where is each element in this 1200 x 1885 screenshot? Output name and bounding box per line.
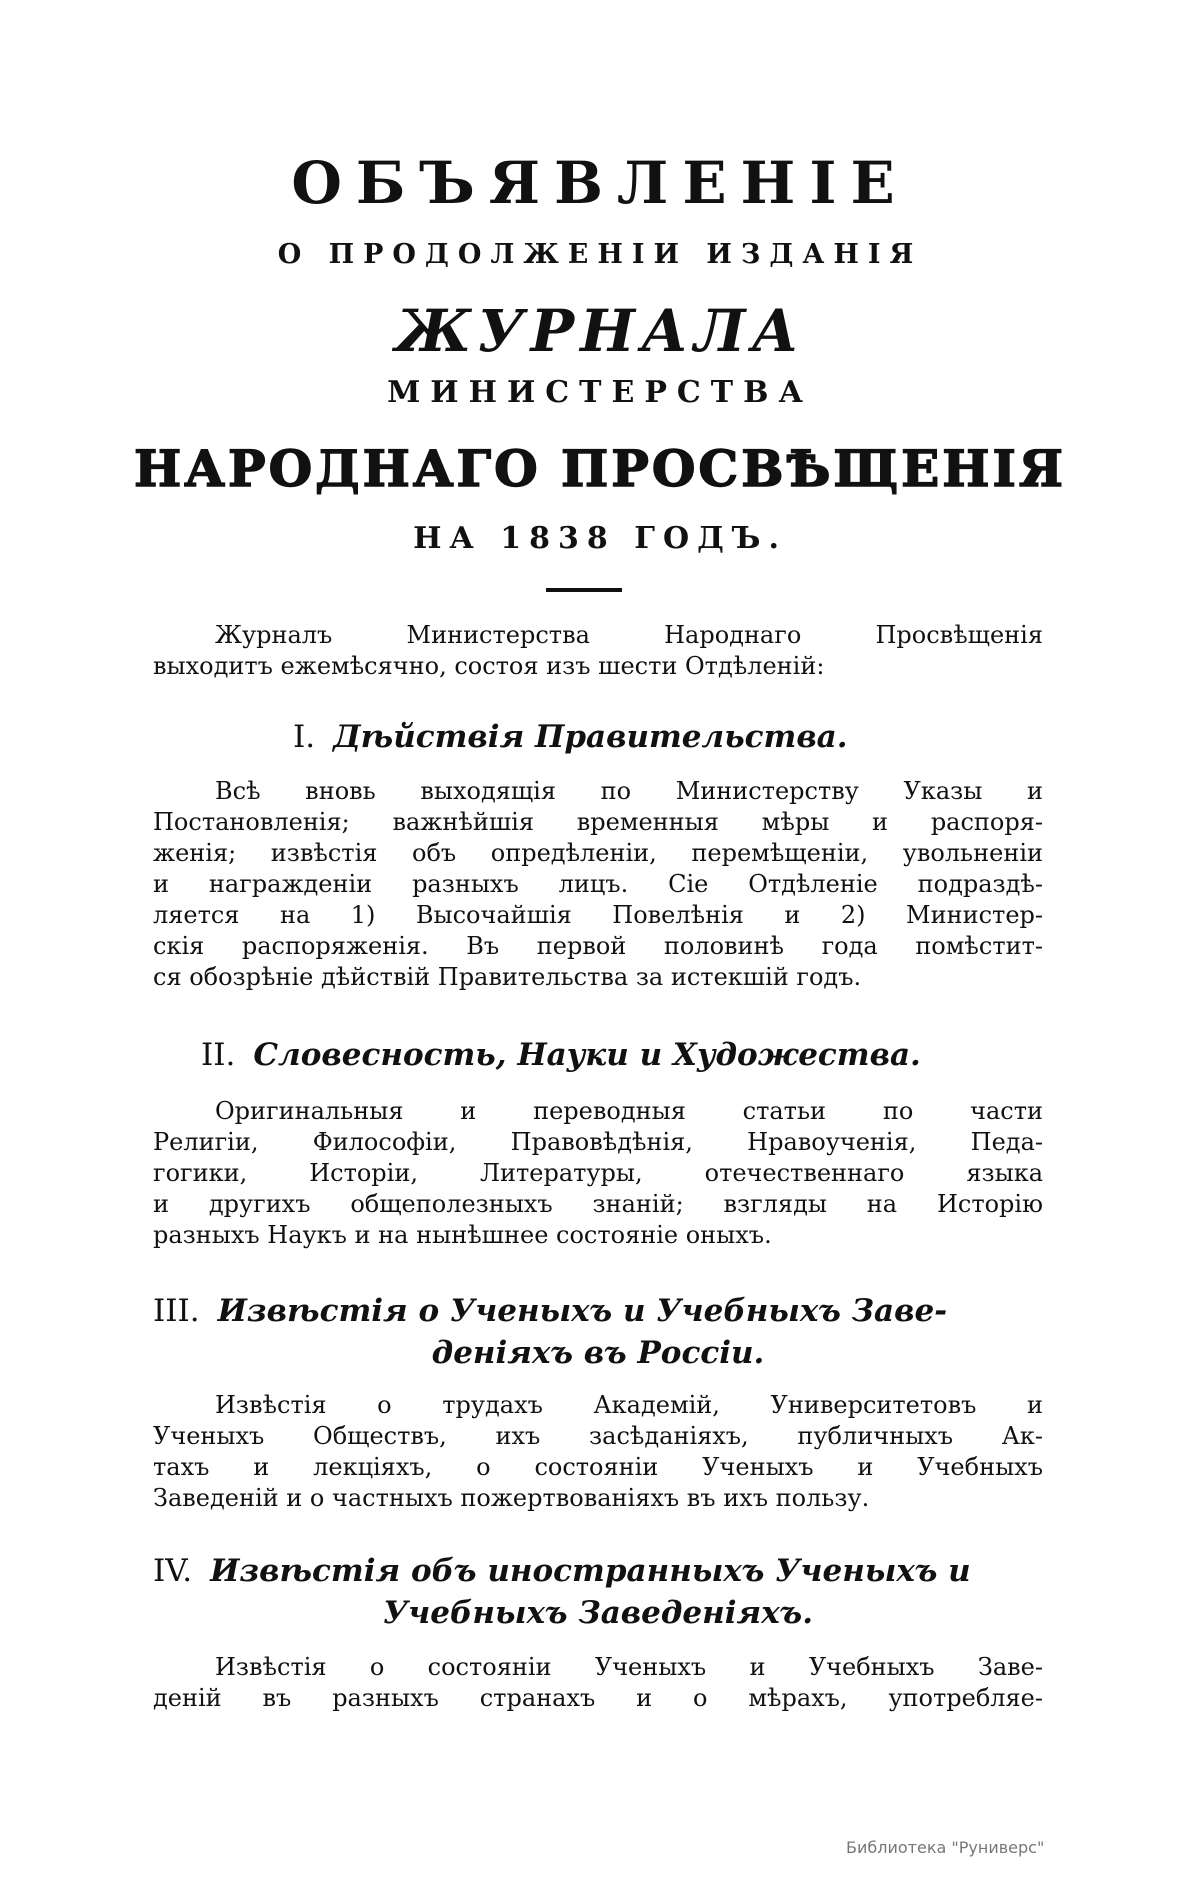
body-line: гогики, Исторіи, Литературы, отечественнаго языка: [153, 1159, 1043, 1187]
body-line: Извѣстія о трудахъ Академій, Университетовъ и: [215, 1391, 1043, 1419]
body-line: Извѣстія о состояніи Ученыхъ и Учебныхъ Заве-: [215, 1653, 1043, 1681]
section-number: III.: [153, 1293, 200, 1329]
subtitle-year: НА 1838 ГОДЪ.: [413, 521, 787, 556]
section-body-2: [153, 1096, 1043, 1251]
section-title: Извѣстія объ иностранныхъ Ученыхъ и: [210, 1553, 971, 1589]
body-line: скія распоряженія. Въ первой половинѣ года помѣстит-: [153, 932, 1043, 960]
intro-line: выходитъ ежемѣсячно, состоя изъ шести Отдѣленій:: [153, 652, 825, 680]
body-line: Оригинальныя и переводныя статьи по части: [215, 1097, 1043, 1125]
body-line: ся обозрѣніе дѣйствій Правительства за истекшій годъ.: [153, 963, 862, 991]
section-title-continued: Учебныхъ Заведеніяхъ.: [382, 1595, 814, 1631]
section-title-continued: деніяхъ въ Россіи.: [431, 1335, 765, 1371]
body-line: ляется на 1) Высочайшія Повелѣнія и 2) Министер-: [153, 901, 1043, 929]
body-line: Постановленія; важнѣйшія временныя мѣры и распоря-: [153, 808, 1043, 836]
body-line: Всѣ вновь выходящія по Министерству Указы и: [215, 777, 1043, 805]
body-line: тахъ и лекціяхъ, о состояніи Ученыхъ и Учебныхъ: [153, 1453, 1043, 1481]
intro-line: Журналъ Министерства Народнаго Просвѣщенія: [215, 621, 1043, 649]
body-line: и награжденіи разныхъ лицъ. Сіе Отдѣленіе подраздѣ-: [153, 870, 1043, 898]
section-title: Дѣйствія Правительства.: [333, 719, 848, 755]
section-heading-3: [153, 1290, 1043, 1374]
section-number: IV.: [153, 1553, 193, 1589]
body-line: Религіи, Философіи, Правовѣдѣнія, Нравоученія, Педа-: [153, 1128, 1043, 1156]
section-body-4: [153, 1652, 1043, 1714]
body-line: Заведеній и о частныхъ пожертвованіяхъ въ ихъ пользу.: [153, 1484, 870, 1512]
section-body-1: [153, 776, 1043, 993]
body-line: женія; извѣстія объ опредѣленіи, перемѣщеніи, увольненіи: [153, 839, 1043, 867]
section-heading-2: [153, 1034, 1043, 1076]
section-title: Словесность, Науки и Художества.: [253, 1037, 921, 1073]
section-number: I.: [293, 719, 316, 755]
section-heading-1: [153, 716, 1043, 758]
subtitle-line-2: ЖУРНАЛА: [395, 297, 805, 365]
document-title: ОБЪЯВЛЕНІЕ: [291, 149, 909, 217]
section-body-3: [153, 1390, 1043, 1514]
section-number: II.: [201, 1037, 236, 1073]
section-title: Извѣстія о Ученыхъ и Учебныхъ Заве-: [217, 1293, 948, 1329]
body-line: Ученыхъ Обществъ, ихъ засѣданіяхъ, публичныхъ Ак-: [153, 1422, 1043, 1450]
body-line: разныхъ Наукъ и на нынѣшнее состояніе оныхъ.: [153, 1221, 772, 1249]
section-heading-4: [153, 1550, 1043, 1634]
subtitle-line-3: МИНИСТЕРСТВА: [387, 375, 813, 410]
body-line: деній въ разныхъ странахъ и о мѣрахъ, употребляе-: [153, 1684, 1043, 1712]
subtitle-line-1: О ПРОДОЛЖЕНІИ ИЗДАНІЯ: [277, 239, 923, 270]
subtitle-line-4: НАРОДНАГО ПРОСВѢЩЕНІЯ: [134, 439, 1066, 498]
body-line: и другихъ общеполезныхъ знаній; взгляды на Исторію: [153, 1190, 1043, 1218]
title-divider: [546, 588, 622, 592]
library-watermark: Библиотека "Руниверс": [846, 1838, 1045, 1857]
intro-paragraph: [153, 620, 1043, 682]
